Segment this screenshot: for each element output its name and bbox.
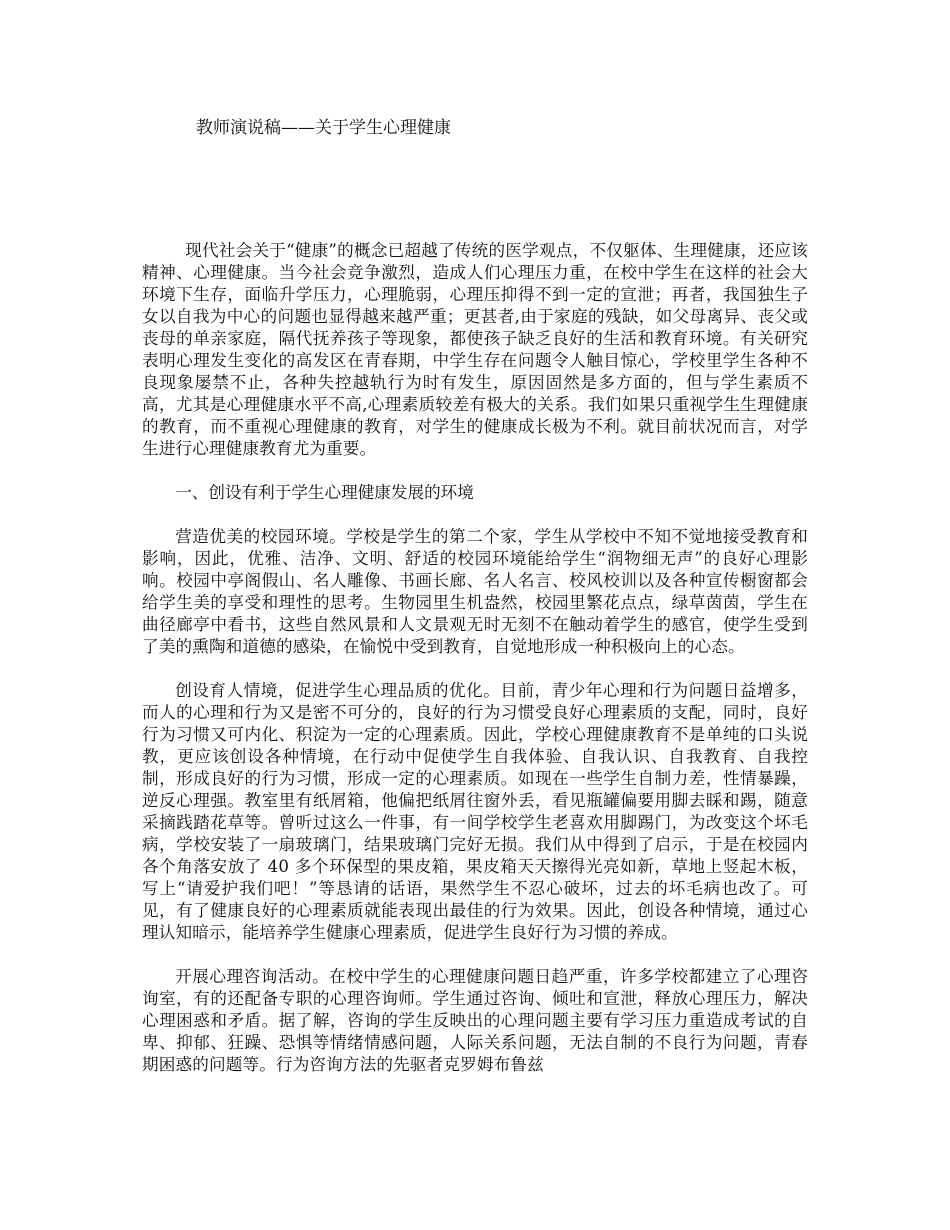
document-body — [142, 240, 808, 1076]
paragraph-campus-environment: 营造优美的校园环境。学校是学生的第二个家，学生从学校中不知不觉地接受教育和影响，因此，优雅、洁净、文明、舒适的校园环境能给学生“润物细无声”的良好心理影响。校园中亭阁假山、名人雕像、书画长廊、名人名言、校风校训以及各种宣传橱窗都会给学生美的享受和理性的思考。生物园里生机盎然，校园里繁花点点，绿草茵茵，学生在曲径廊亭中看书，这些自然风景和人文景观无时无刻不在触动着学生的感官，使学生受到了美的熏陶和道德的感染，在愉悦中受到教育，自觉地形成一种积极向上的心态。 — [142, 527, 808, 656]
paragraph-education-situation: 创设育人情境，促进学生心理品质的优化。目前，青少年心理和行为问题日益增多，而人的心理和行为又是密不可分的，良好的行为习惯受良好心理素质的支配，同时，良好行为习惯又可内化、积淀为一定的心理素质。因此，学校心理健康教育不是单纯的口头说教，更应该创设各种情境，在行动中促使学生自我体验、自我认识、自我教育、自我控制，形成良好的行为习惯，形成一定的心理素质。如现在一些学生自制力差，性情暴躁，逆反心理强。教室里有纸屑箱，他偏把纸屑往窗外丢，看见瓶罐偏要用脚去睬和踢，随意采摘践踏花草等。曾听过这么一件事，有一间学校学生老喜欢用脚踢门，为改变这个坏毛病，学校安装了一扇玻璃门，结果玻璃门完好无损。我们从中得到了启示，于是在校园内各个角落安放了 40 多个环保型的果皮箱，果皮箱天天擦得光亮如新，草地上竖起木板，写上“请爱护我们吧！”等恳请的话语，果然学生不忍心破坏，过去的坏毛病也改了。可见，有了健康良好的心理素质就能表现出最佳的行为效果。因此，创设各种情境，通过心理认知暗示，能培养学生健康心理素质，促进学生良好行为习惯的养成。 — [142, 681, 808, 942]
section-heading: 一、创设有利于学生心理健康发展的环境 — [175, 483, 474, 502]
paragraph-counseling: 开展心理咨询活动。在校中学生的心理健康问题日趋严重，许多学校都建立了心理咨询室，有的还配备专职的心理咨询师。学生通过咨询、倾吐和宣泄，释放心理压力，解决心理困惑和矛盾。据了解，咨询的学生反映出的心理问题主要有学习压力重造成考试的自卑、抑郁、狂躁、恐惧等情绪情感问题，人际关系问题，无法自制的不良行为问题，青春期困惑的问题等。行为咨询方法的先驱者克罗姆布鲁兹 — [142, 967, 808, 1074]
intro-paragraph: 现代社会关于“健康”的概念已超越了传统的医学观点，不仅躯体、生理健康，还应该精神、心理健康。当今社会竞争激烈，造成人们心理压力重，在校中学生在这样的社会大环境下生存，面临升学压力，心理脆弱，心理压抑得不到一定的宣泄；再者，我国独生子女以自我为中心的问题也显得越来越严重；更甚者,由于家庭的残缺，如父母离异、丧父或丧母的单亲家庭，隔代抚养孩子等现象，都使孩子缺乏良好的生活和教育环境。有关研究表明心理发生变化的高发区在青春期，中学生存在问题令人触目惊心，学校里学生各种不良现象屡禁不止，各种失控越轨行为时有发生，原因固然是多方面的，但与学生素质不高，尤其是心理健康水平不高,心理素质较差有极大的关系。我们如果只重视学生生理健康的教育，而不重视心理健康的教育，对学生的健康成长极为不利。就目前状况而言，对学生进行心理健康教育尤为重要。 — [142, 241, 808, 458]
document-title: 教师演说稿——关于学生心理健康 — [196, 118, 451, 138]
